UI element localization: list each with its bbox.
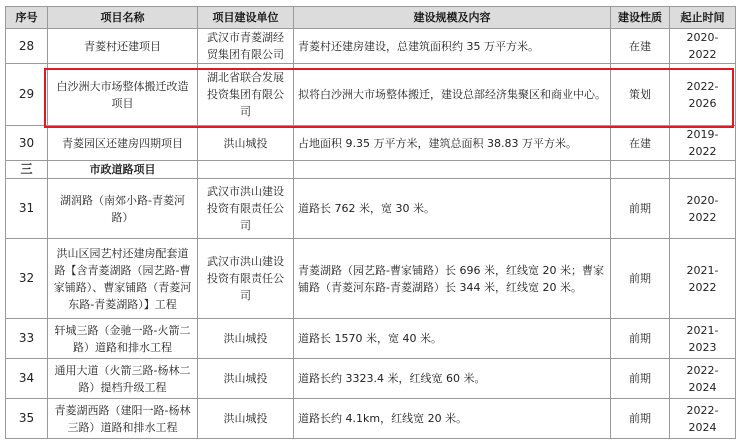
- table-row: [6, 239, 736, 319]
- row-number: 28: [6, 29, 48, 64]
- construction-nature: 前期: [611, 319, 670, 359]
- section-row: [6, 161, 736, 179]
- section-title: 市政道路项目: [48, 161, 198, 179]
- time-period: 2019-2022: [670, 126, 736, 161]
- header-nature: 建设性质: [611, 7, 670, 29]
- construction-nature: 在建: [611, 29, 670, 64]
- time-period: 2022-2024: [670, 359, 736, 399]
- table-row: [6, 64, 736, 126]
- construction-unit: 洪山城投: [198, 319, 294, 359]
- project-table: [5, 6, 736, 439]
- header-project-name: 项目名称: [48, 7, 198, 29]
- table-row: [6, 179, 736, 239]
- construction-scope: 占地面积 9.35 万平方米，建筑总面积 38.83 万平方米。: [294, 126, 611, 161]
- header-construction-unit: 项目建设单位: [198, 7, 294, 29]
- project-name: 青菱园区还建房四期项目: [48, 126, 198, 161]
- time-period: 2020-2022: [670, 179, 736, 239]
- time-period: 2020-2022: [670, 29, 736, 64]
- row-number: 29: [6, 64, 48, 126]
- table-row: [6, 29, 736, 64]
- project-name: 青菱村还建项目: [48, 29, 198, 64]
- header-period: 起止时间: [670, 7, 736, 29]
- construction-unit: 武汉市青菱湖经贸集团有限公司: [198, 29, 294, 64]
- construction-nature: 在建: [611, 126, 670, 161]
- table-body: [6, 29, 736, 439]
- time-period: 2021-2023: [670, 319, 736, 359]
- project-name: 洪山区园艺村还建房配套道路【含青菱湖路（园艺路-曹家铺路）、曹家铺路（青菱河东路-青菱湖路）】工程: [48, 239, 198, 319]
- construction-unit: 湖北省联合发展投资集团有限公司: [198, 64, 294, 126]
- project-name: 白沙洲大市场整体搬迁改造项目: [48, 64, 198, 126]
- construction-nature: 策划: [611, 64, 670, 126]
- construction-nature: 前期: [611, 179, 670, 239]
- construction-nature: 前期: [611, 359, 670, 399]
- table-row: [6, 126, 736, 161]
- row-number: 34: [6, 359, 48, 399]
- empty-cell: [611, 161, 670, 179]
- construction-scope: 道路长约 3323.4 米，红线宽 60 米。: [294, 359, 611, 399]
- construction-unit: 武汉市洪山建设投资有限责任公司: [198, 239, 294, 319]
- construction-scope: 道路长 1570 米，宽 40 米。: [294, 319, 611, 359]
- construction-scope: 青菱村还建房建设，总建筑面积约 35 万平方米。: [294, 29, 611, 64]
- construction-unit: 洪山城投: [198, 399, 294, 439]
- time-period: 2022-2024: [670, 399, 736, 439]
- construction-nature: 前期: [611, 239, 670, 319]
- construction-unit: 武汉市洪山建设投资有限责任公司: [198, 179, 294, 239]
- header-seq: 序号: [6, 7, 48, 29]
- project-name: 湖润路（南郊小路-青菱河路）: [48, 179, 198, 239]
- construction-scope: 道路长 762 米，宽 30 米。: [294, 179, 611, 239]
- empty-cell: [670, 161, 736, 179]
- project-name: 通用大道（火箭三路-杨林二路）提档升级工程: [48, 359, 198, 399]
- time-period: 2022-2026: [670, 64, 736, 126]
- project-name: 青菱湖西路（建阳一路-杨林三路）道路和排水工程: [48, 399, 198, 439]
- section-number: 三: [6, 161, 48, 179]
- construction-nature: 前期: [611, 399, 670, 439]
- construction-scope: 拟将白沙洲大市场整体搬迁，建设总部经济集聚区和商业中心。: [294, 64, 611, 126]
- construction-unit: 洪山城投: [198, 126, 294, 161]
- time-period: 2021-2022: [670, 239, 736, 319]
- row-number: 31: [6, 179, 48, 239]
- header-row: [6, 7, 736, 29]
- table-row: [6, 399, 736, 439]
- row-number: 35: [6, 399, 48, 439]
- construction-scope: 青菱湖路（园艺路-曹家铺路）长 696 米，红线宽 20 米；曹家铺路（青菱河东路-青菱湖路）长 344 米，红线宽 20 米。: [294, 239, 611, 319]
- empty-cell: [198, 161, 294, 179]
- project-name: 轩城三路（金驰一路-火箭二路）道路和排水工程: [48, 319, 198, 359]
- header-scope: 建设规模及内容: [294, 7, 611, 29]
- row-number: 30: [6, 126, 48, 161]
- row-number: 33: [6, 319, 48, 359]
- table-row: [6, 319, 736, 359]
- empty-cell: [294, 161, 611, 179]
- table-row: [6, 359, 736, 399]
- row-number: 32: [6, 239, 48, 319]
- construction-unit: 洪山城投: [198, 359, 294, 399]
- construction-scope: 道路长约 4.1km，红线宽 20 米。: [294, 399, 611, 439]
